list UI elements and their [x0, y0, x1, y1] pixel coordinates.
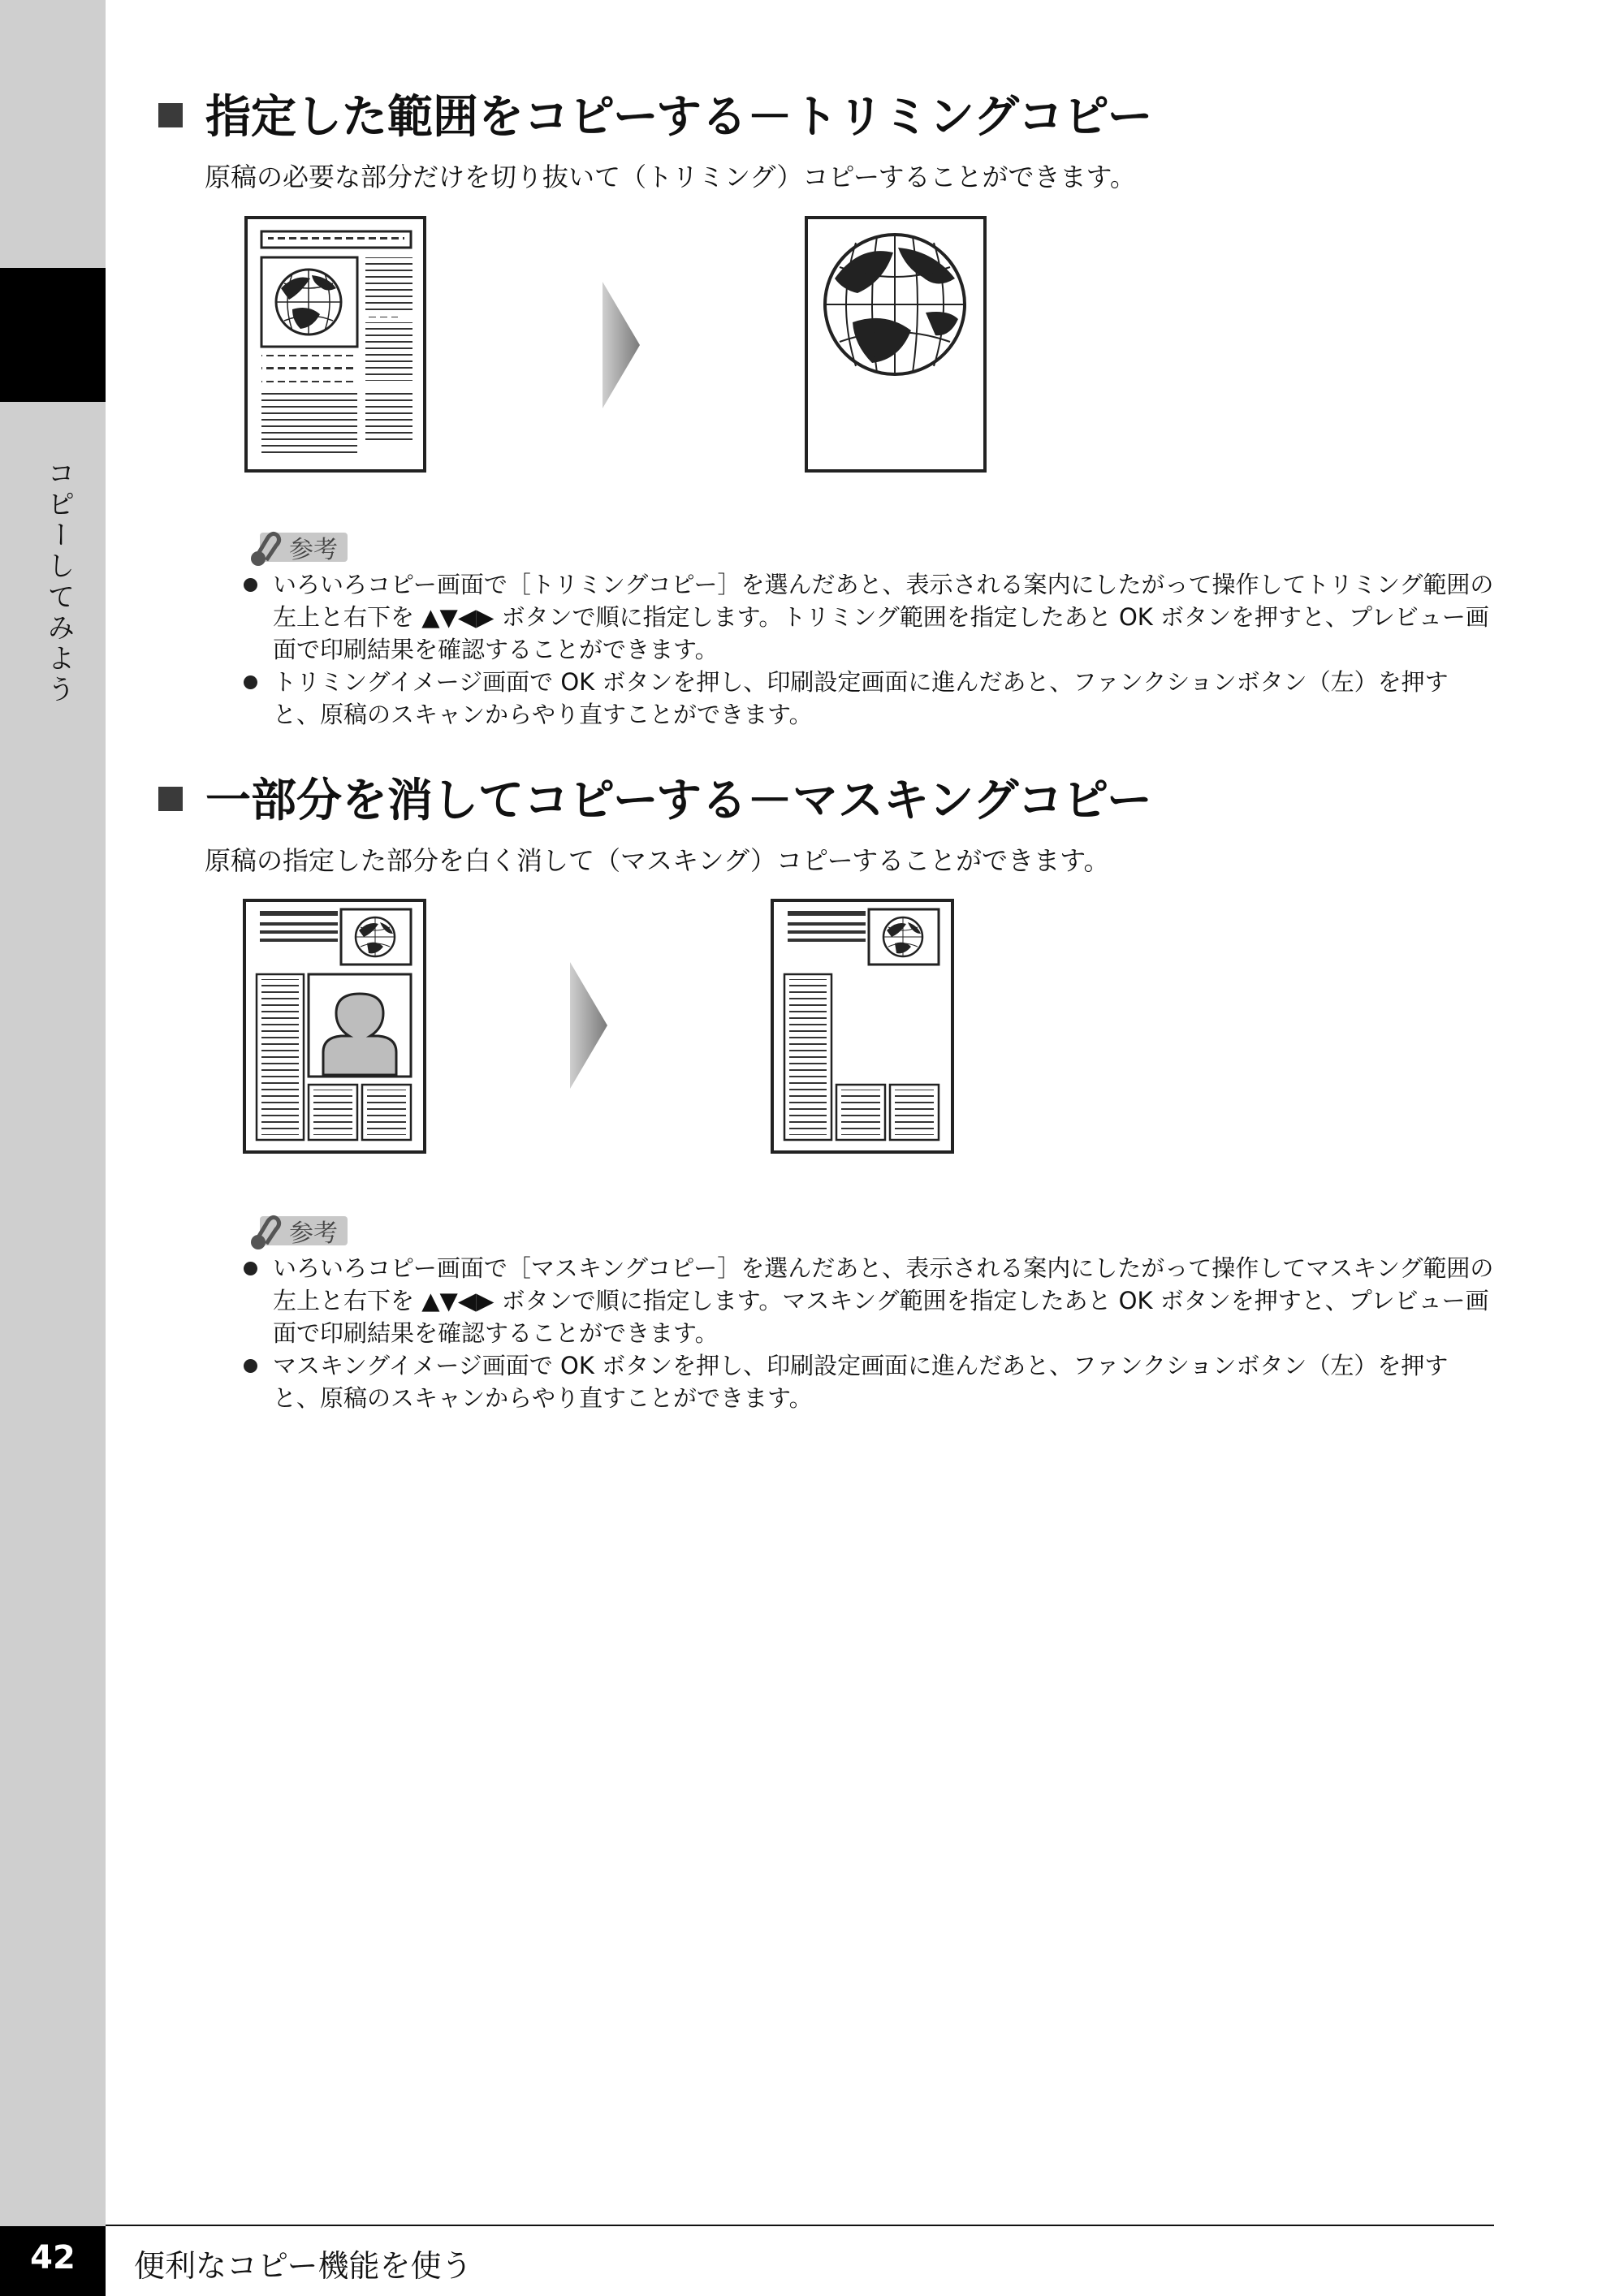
masking-result-illustration — [770, 898, 958, 1158]
arrow-right-icon — [568, 960, 609, 1090]
note-list-trimming — [244, 568, 1494, 731]
footer-chapter-title: 便利なコピー機能を使う — [134, 2248, 473, 2284]
square-bullet-icon — [158, 787, 183, 811]
square-bullet-icon — [158, 103, 183, 127]
section-title-trimming — [158, 81, 1152, 146]
page-number: 42 — [30, 2239, 76, 2277]
section-lead-trimming: 原稿の必要な部分だけを切り抜いて（トリミング）コピーすることができます。 — [205, 162, 1136, 192]
trimming-original-document-illustration — [244, 215, 430, 475]
masking-original-document-illustration — [242, 898, 430, 1158]
note-item: マスキングイメージ画面で OK ボタンを押し、印刷設定画面に進んだあと、ファンクションボタン（左）を押すと、原稿のスキャンからやり直すことができます。 — [244, 1349, 1494, 1414]
note-item: いろいろコピー画面で［マスキングコピー］を選んだあと、表示される案内にしたがって操作してマスキング範囲の左上と右下を ▲▼◀▶ ボタンで順に指定します。マスキング範囲を指定したあと OK ボタンを押すと、プレビュー画面で印刷結果を確認することができます。 — [244, 1252, 1494, 1349]
section-title-masking — [158, 765, 1152, 830]
chapter-tab-label: コピーしてみよう — [42, 459, 75, 706]
trimming-result-illustration — [804, 215, 991, 475]
note-list-masking — [244, 1252, 1494, 1414]
arrow-right-icon — [601, 280, 641, 410]
note-label: 参考 — [289, 1219, 338, 1248]
chapter-tab-marker — [0, 268, 106, 402]
section-lead-masking: 原稿の指定した部分を白く消して（マスキング）コピーすることができます。 — [205, 845, 1110, 876]
footer-rule — [106, 2225, 1494, 2226]
note-item: トリミングイメージ画面で OK ボタンを押し、印刷設定画面に進んだあと、ファンクションボタン（左）を押すと、原稿のスキャンからやり直すことができます。 — [244, 666, 1494, 731]
note-label: 参考 — [289, 536, 338, 564]
section-title-text: 一部分を消してコピーする－マスキングコピー — [205, 775, 1152, 827]
section-title-text: 指定した範囲をコピーする－トリミングコピー — [205, 91, 1153, 144]
note-item: いろいろコピー画面で［トリミングコピー］を選んだあと、表示される案内にしたがって操作してトリミング範囲の左上と右下を ▲▼◀▶ ボタンで順に指定します。トリミング範囲を指定したあと OK ボタンを押すと、プレビュー画面で印刷結果を確認することができます。 — [244, 568, 1494, 666]
